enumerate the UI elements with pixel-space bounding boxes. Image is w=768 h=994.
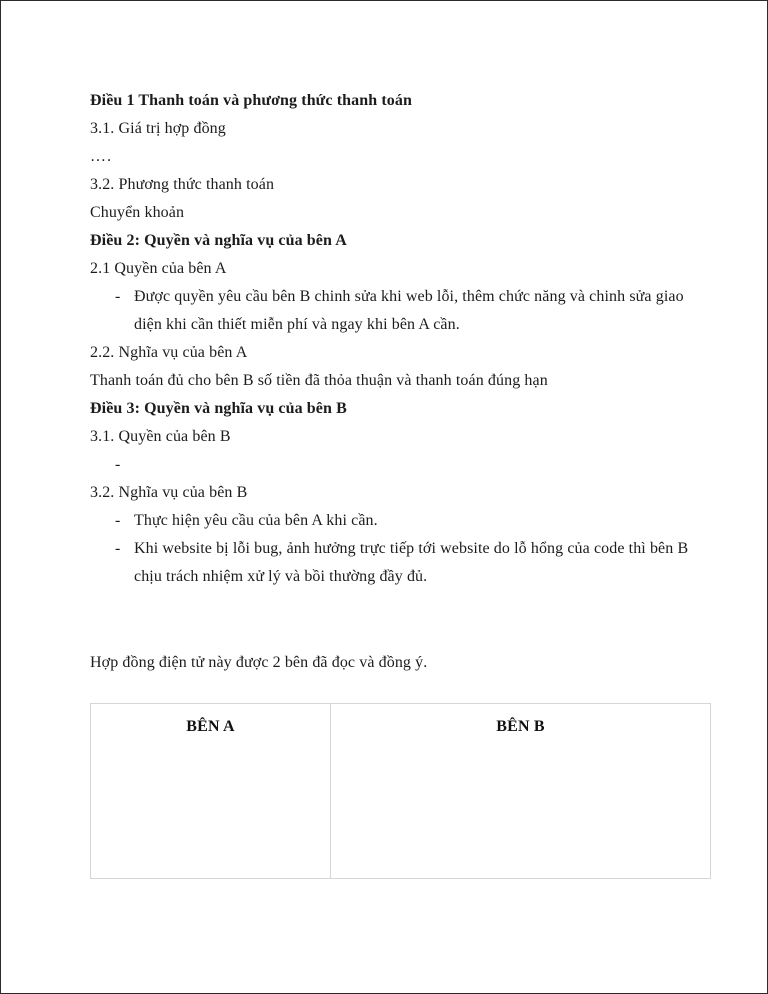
list-item-text: Thực hiện yêu cầu của bên A khi cần. [134,512,378,529]
paragraph: Thanh toán đủ cho bên B số tiền đã thỏa thuận và thanh toán đúng hạn [90,372,548,389]
signature-table-row [91,704,711,879]
section-heading: Điều 1 Thanh toán và phương thức thanh toán [90,92,412,109]
bullet-marker-icon: - [115,456,121,473]
bullet-marker-icon: - [115,540,121,557]
signature-cell-party-b[interactable] [331,704,711,879]
content-spacer [90,591,690,649]
list-item [90,451,690,479]
document-blocks [90,87,690,591]
bullet-marker-icon: - [115,288,121,305]
list-item-text [134,451,709,479]
signature-area-party-b[interactable] [331,741,710,871]
signature-cell-party-a[interactable] [91,704,331,879]
section-heading: Điều 2: Quyền và nghĩa vụ của bên A [90,232,347,249]
paragraph: 2.2. Nghĩa vụ của bên A [90,344,248,361]
paragraph: 2.1 Quyền của bên A [90,260,227,277]
list-item [90,535,690,591]
paragraph: 3.1. Giá trị hợp đồng [90,120,226,137]
paragraph: 3.1. Quyền của bên B [90,428,231,445]
paragraph: Chuyển khoản [90,204,185,221]
bullet-marker-icon: - [115,512,121,529]
paragraph: 3.2. Nghĩa vụ của bên B [90,484,248,501]
section-heading: Điều 3: Quyền và nghĩa vụ của bên B [90,400,347,417]
closing-statement: Hợp đồng điện tử này được 2 bên đã đọc và đồng ý. [90,654,428,671]
signature-header-party-b: BÊN B [496,718,545,735]
paragraph: …. [90,148,112,165]
signature-table [90,703,711,879]
list-item-text: Được quyền yêu cầu bên B chinh sửa khi web lỗi, thêm chức năng và chinh sửa giao diện khi cần thiết miễn phí và ngay khi bên A cần. [134,288,684,333]
signature-area-party-a[interactable] [91,741,330,871]
document-body [90,87,690,677]
paragraph: 3.2. Phương thức thanh toán [90,176,275,193]
list-item [90,507,690,535]
list-item-text: Khi website bị lỗi bug, ảnh hưởng trực tiếp tới website do lỗ hổng của code thì bên B chịu trách nhiệm xử lý và bồi thường đầy đủ. [134,540,689,585]
signature-header-party-a: BÊN A [186,718,235,735]
list-item [90,283,690,339]
